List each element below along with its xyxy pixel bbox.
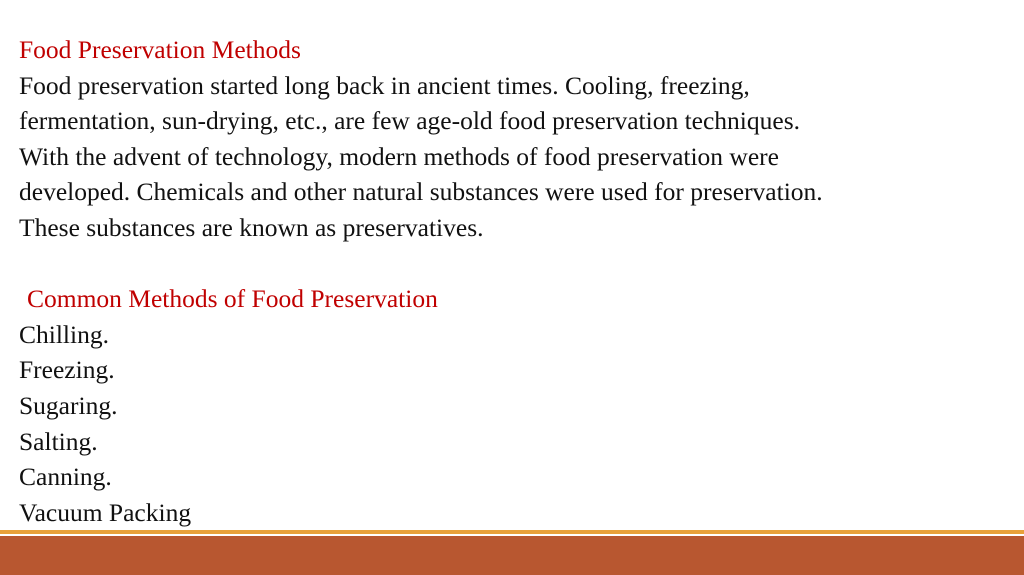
- paragraph-line: fermentation, sun-drying, etc., are few age-old food preservation techniques.: [19, 106, 800, 136]
- accent-divider-line: [0, 530, 1024, 534]
- list-item: Salting.: [19, 426, 98, 456]
- list-item: Canning.: [19, 462, 112, 492]
- section-heading-food-preservation-methods: Food Preservation Methods: [19, 35, 301, 64]
- list-item: Vacuum Packing: [19, 497, 192, 527]
- paragraph-line: With the advent of technology, modern methods of food preservation were: [19, 141, 779, 171]
- paragraph-line: developed. Chemicals and other natural substances were used for preservation.: [19, 177, 823, 207]
- section-heading-common-methods: Common Methods of Food Preservation: [27, 284, 438, 314]
- list-item: Freezing.: [19, 355, 115, 385]
- slide-content: [19, 32, 1009, 530]
- list-item: Sugaring.: [19, 390, 118, 420]
- paragraph-line: These substances are known as preservatives.: [19, 212, 484, 242]
- list-item: Chilling.: [19, 319, 109, 349]
- footer-band: [0, 536, 1024, 575]
- blank-line: [19, 246, 1009, 282]
- paragraph-line: Food preservation started long back in ancient times. Cooling, freezing,: [19, 70, 750, 100]
